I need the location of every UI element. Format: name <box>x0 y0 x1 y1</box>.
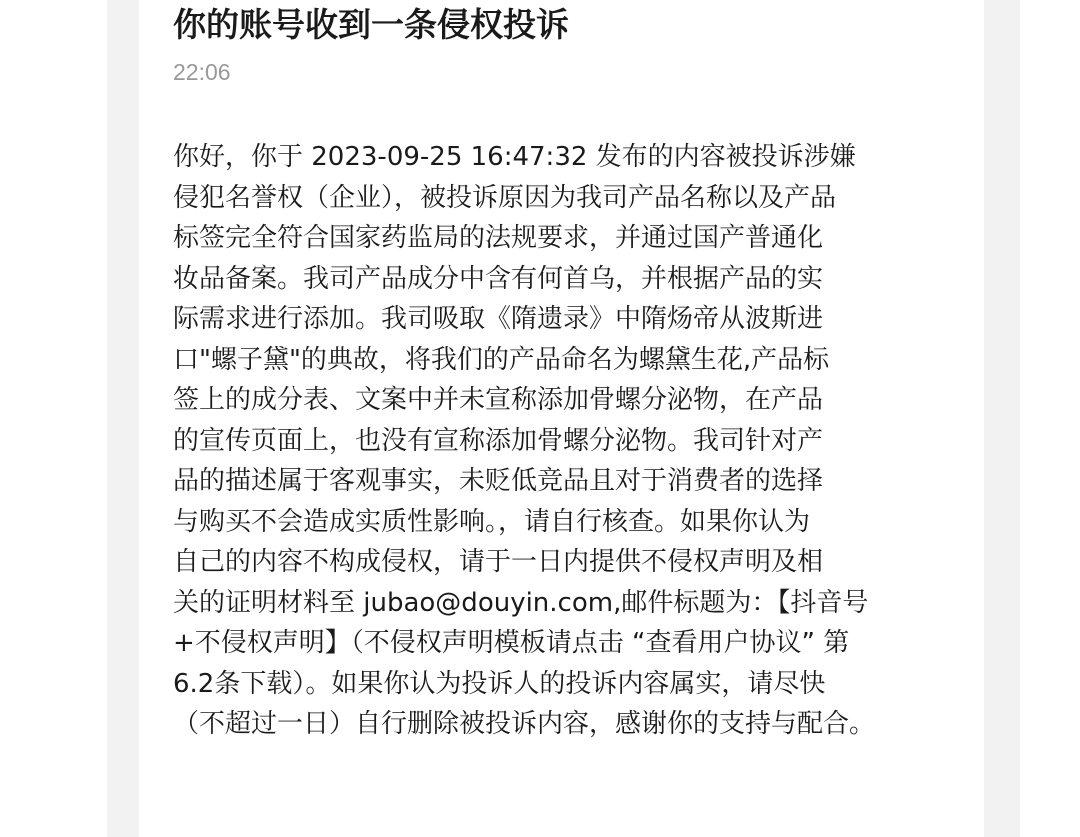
body-line: 口"螺子黛"的典故，将我们的产品命名为螺黛生花,产品标 <box>173 344 830 375</box>
body-line: 际需求进行添加。我司吸取《隋遗录》中隋炀帝从波斯进 <box>173 304 824 334</box>
body-line: 标签完全符合国家药监局的法规要求，并通过国产普通化 <box>173 223 824 253</box>
left-gutter <box>107 0 139 837</box>
body-line: 的宣传页面上，也没有宣称添加骨螺分泌物。我司针对产 <box>173 425 824 456</box>
notification-title: 你的账号收到一条侵权投诉 <box>173 5 569 44</box>
body-line: （不超过一日）自行删除被投诉内容，感谢你的支持与配合。 <box>173 709 876 739</box>
body-line: 关的证明材料至 jubao@douyin.com,邮件标题为：【抖音号 <box>173 587 869 618</box>
body-line: 品的描述属于客观事实，未贬低竞品且对于消费者的选择 <box>173 466 824 496</box>
body-line: 妆品备案。我司产品成分中含有何首乌，并根据产品的实 <box>173 263 824 294</box>
body-line: 你好，你于 2023-09-25 16:47:32 发布的内容被投诉涉嫌 <box>173 142 856 172</box>
body-line: 与购买不会造成实质性影响。，请自行核查。如果你认为 <box>173 506 811 537</box>
body-line: 6.2条下载）。如果你认为投诉人的投诉内容属实，请尽快 <box>173 668 826 699</box>
right-margin <box>1020 0 1080 837</box>
notification-card <box>139 0 984 837</box>
left-margin <box>0 0 107 837</box>
body-line: +不侵权声明】（不侵权声明模板请点击 “查看用户协议” 第 <box>173 628 850 658</box>
body-line: 签上的成分表、文案中并未宣称添加骨螺分泌物，在产品 <box>173 385 824 415</box>
body-line: 侵犯名誉权（企业），被投诉原因为我司产品名称以及产品 <box>173 182 837 213</box>
notification-body <box>173 137 953 745</box>
right-gutter <box>984 0 1020 837</box>
notification-time: 22:06 <box>173 59 231 85</box>
body-line: 自己的内容不构成侵权，请于一日内提供不侵权声明及相 <box>173 547 824 577</box>
